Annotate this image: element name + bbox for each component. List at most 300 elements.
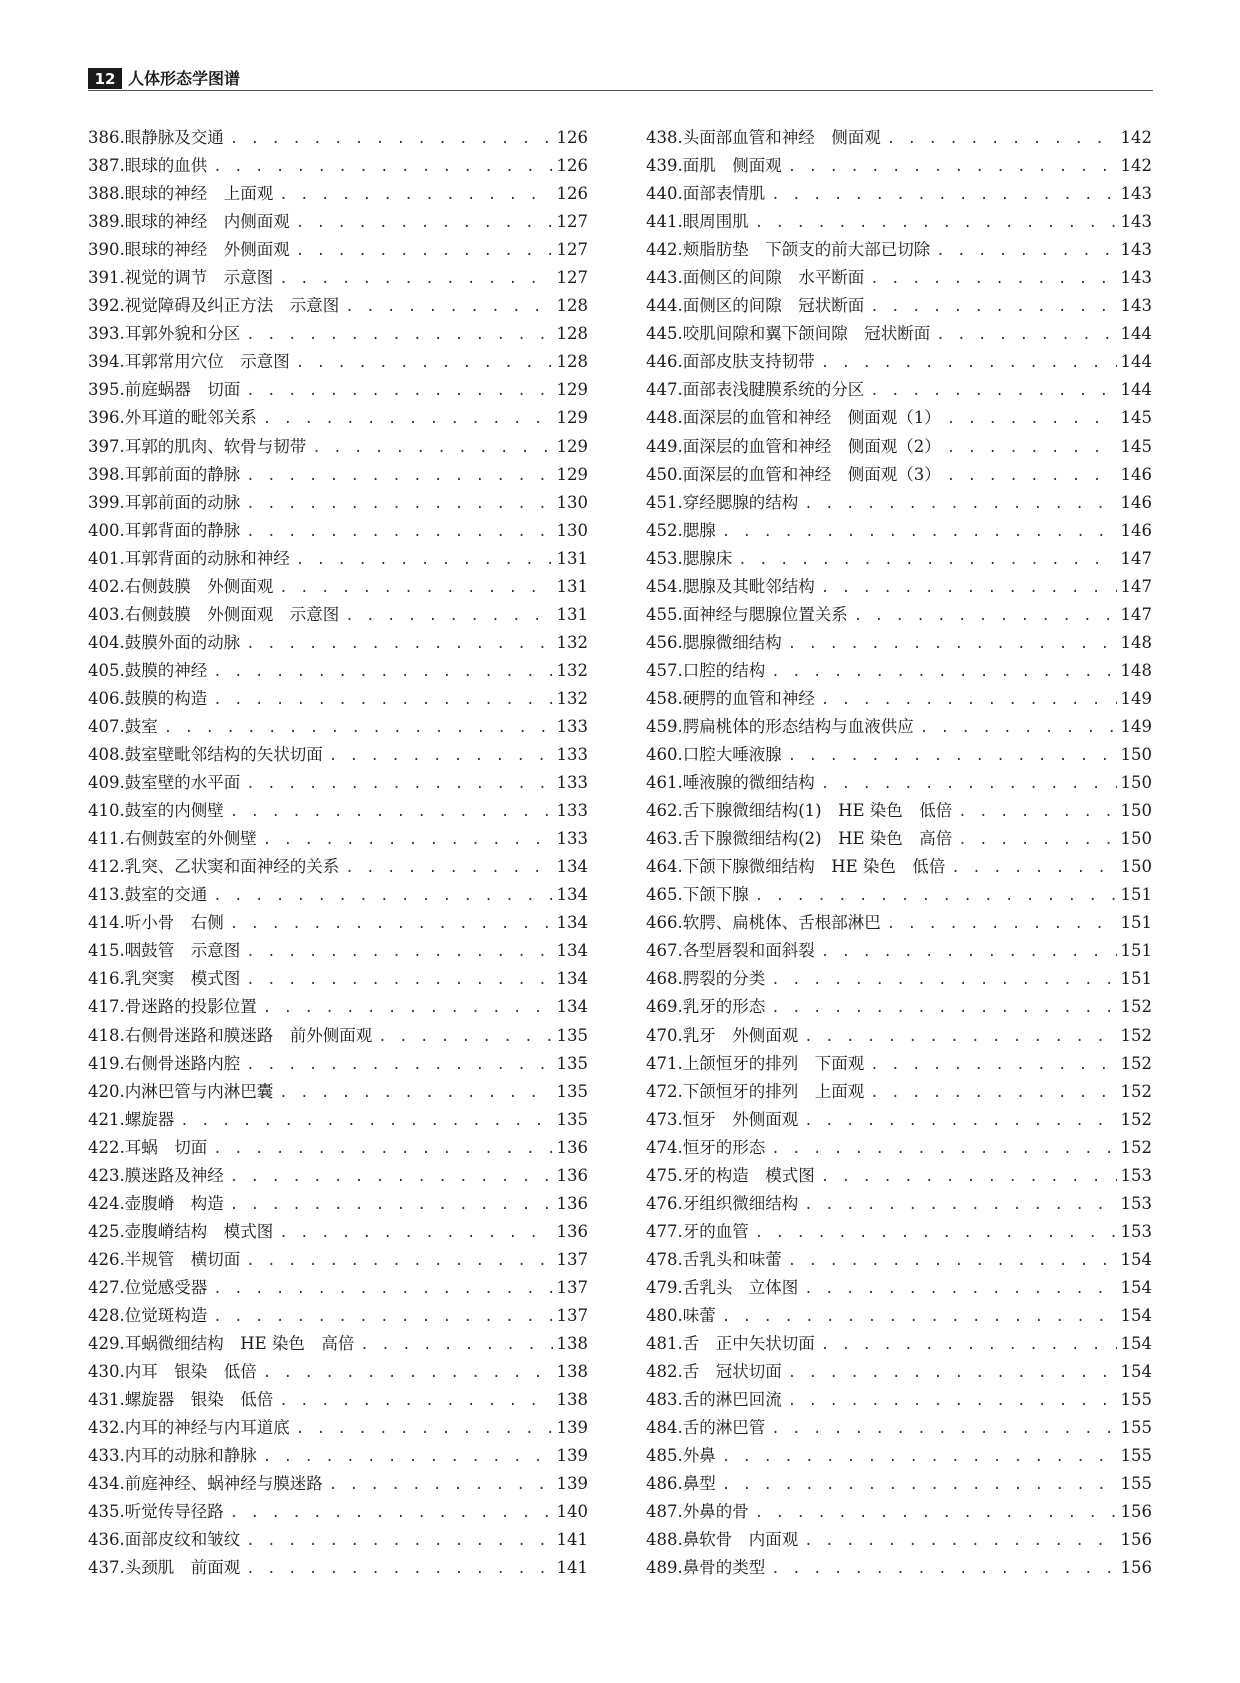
dot-leader: [951, 854, 1116, 882]
dot-leader: [279, 181, 552, 209]
toc-column-right: [646, 124, 1152, 1582]
toc-entry-page: 135: [556, 1081, 588, 1101]
toc-entry-page: 129: [556, 464, 588, 484]
toc-entry-title: 424.壶腹嵴 构造: [88, 1193, 224, 1213]
toc-entry-page: 128: [556, 324, 588, 344]
toc-entry-page: 150: [1120, 801, 1152, 821]
toc-entry-title: 458.硬腭的血管和神经: [646, 688, 815, 708]
dot-leader: [788, 1247, 1117, 1275]
toc-entry: [88, 825, 588, 853]
dot-leader: [788, 742, 1117, 770]
dot-leader: [804, 1191, 1116, 1219]
dot-leader: [213, 658, 552, 686]
toc-entry: [88, 1414, 588, 1442]
toc-entry: [88, 1162, 588, 1190]
toc-entry-page: 151: [1120, 885, 1152, 905]
dot-leader: [279, 1219, 552, 1247]
dot-leader: [246, 1555, 552, 1583]
toc-entry-title: 454.腮腺及其毗邻结构: [646, 576, 815, 596]
toc-entry-title: 402.右侧鼓膜 外侧面观: [88, 576, 274, 596]
dot-leader: [738, 546, 1116, 574]
toc-entry-page: 156: [1120, 1530, 1152, 1550]
toc-entry-title: 464.下颌下腺微细结构 HE 染色 低倍: [646, 857, 946, 877]
toc-entry-page: 127: [556, 240, 588, 260]
dot-leader: [788, 153, 1117, 181]
toc-entry-page: 131: [556, 548, 588, 568]
toc-entry-page: 156: [1120, 1558, 1152, 1578]
dot-leader: [213, 1275, 552, 1303]
toc-entry: [88, 1246, 588, 1274]
toc-entry-title: 438.头面部血管和神经 侧面观: [646, 128, 881, 147]
toc-entry-page: 141: [556, 1530, 588, 1550]
toc-entry: [88, 376, 588, 404]
dot-leader: [263, 826, 553, 854]
dot-leader: [804, 490, 1116, 518]
toc-entry-page: 152: [1120, 997, 1152, 1017]
toc-entry-title: 418.右侧骨迷路和膜迷路 前外侧面观: [88, 1025, 373, 1045]
dot-leader: [947, 462, 1117, 490]
toc-entry-title: 457.口腔的结构: [646, 660, 766, 680]
book-title: 人体形态学图谱: [128, 69, 241, 88]
dot-leader: [246, 1051, 552, 1079]
toc-entry-page: 150: [1120, 829, 1152, 849]
toc-entry: [646, 601, 1152, 629]
toc-entry-title: 478.舌乳头和味蕾: [646, 1249, 782, 1269]
toc-entry: [88, 1106, 588, 1134]
toc-entry-title: 475.牙的构造 模式图: [646, 1165, 815, 1185]
dot-leader: [936, 237, 1116, 265]
toc-entry: [646, 1498, 1152, 1526]
dot-leader: [771, 1135, 1116, 1163]
dot-leader: [947, 405, 1117, 433]
dot-leader: [246, 1527, 552, 1555]
dot-leader: [771, 1415, 1116, 1443]
toc-entry-page: 153: [1120, 1193, 1152, 1213]
toc-entry: [646, 937, 1152, 965]
dot-leader: [164, 714, 553, 742]
toc-entry-title: 396.外耳道的毗邻关系: [88, 408, 257, 428]
dot-leader: [246, 321, 552, 349]
toc-entry: [646, 573, 1152, 601]
toc-entry-title: 435.听觉传导径路: [88, 1502, 224, 1522]
toc-entry-title: 388.眼球的神经 上面观: [88, 184, 274, 204]
dot-leader: [263, 405, 553, 433]
dot-leader: [246, 377, 552, 405]
toc-entry-page: 156: [1120, 1502, 1152, 1522]
toc-entry-title: 415.咽鼓管 示意图: [88, 941, 241, 961]
toc-entry-title: 394.耳郭常用穴位 示意图: [88, 352, 290, 372]
toc-entry-page: 127: [556, 212, 588, 232]
dot-leader: [958, 826, 1116, 854]
toc-entry-title: 442.颊脂肪垫 下颌支的前大部已切除: [646, 240, 931, 260]
toc-entry-title: 465.下颌下腺: [646, 885, 749, 905]
toc-entry-page: 134: [556, 885, 588, 905]
toc-entry-title: 401.耳郭背面的动脉和神经: [88, 548, 290, 568]
dot-leader: [296, 546, 553, 574]
toc-entry-page: 142: [1120, 156, 1152, 176]
dot-leader: [246, 462, 552, 490]
toc-entry-title: 461.唾液腺的微细结构: [646, 773, 815, 793]
dot-leader: [755, 882, 1117, 910]
dot-leader: [821, 1331, 1117, 1359]
toc-entry: [88, 713, 588, 741]
toc-entry-page: 132: [556, 660, 588, 680]
toc-entry-title: 409.鼓室壁的水平面: [88, 773, 241, 793]
toc-entry-page: 155: [1120, 1418, 1152, 1438]
toc-entry-page: 152: [1120, 1109, 1152, 1129]
dot-leader: [821, 349, 1117, 377]
dot-leader: [263, 1359, 553, 1387]
dot-leader: [345, 293, 552, 321]
toc-entry-page: 152: [1120, 1025, 1152, 1045]
toc-entry-page: 133: [556, 801, 588, 821]
toc-entry-title: 489.鼻骨的类型: [646, 1558, 766, 1578]
dot-leader: [230, 1191, 553, 1219]
toc-entry-page: 144: [1120, 380, 1152, 400]
toc-entry-page: 135: [556, 1109, 588, 1129]
toc-entry-title: 441.眼周围肌: [646, 212, 749, 232]
toc-entry-title: 430.内耳 银染 低倍: [88, 1362, 257, 1382]
toc-entry-title: 472.下颌恒牙的排列 上面观: [646, 1081, 865, 1101]
toc-entry-title: 473.恒牙 外侧面观: [646, 1109, 799, 1129]
toc-entry-page: 131: [556, 576, 588, 596]
toc-entry-title: 400.耳郭背面的静脉: [88, 520, 241, 540]
dot-leader: [213, 686, 552, 714]
toc-entry-title: 476.牙组织微细结构: [646, 1193, 799, 1213]
toc-entry-title: 453.腮腺床: [646, 548, 733, 568]
toc-entry: [88, 1218, 588, 1246]
toc-entry: [88, 1526, 588, 1554]
toc-entry-title: 484.舌的淋巴管: [646, 1418, 766, 1438]
toc-entry: [646, 320, 1152, 348]
page-header: [88, 68, 1153, 91]
toc-entry-page: 155: [1120, 1390, 1152, 1410]
dot-leader: [854, 602, 1117, 630]
toc-entry-title: 443.面侧区的间隙 水平断面: [646, 268, 865, 288]
toc-entry-title: 406.鼓膜的构造: [88, 688, 208, 708]
toc-entry: [646, 685, 1152, 713]
toc-entry-page: 150: [1120, 773, 1152, 793]
toc-entry-title: 483.舌的淋巴回流: [646, 1390, 782, 1410]
dot-leader: [312, 434, 552, 462]
dot-leader: [771, 966, 1116, 994]
toc-entry-title: 391.视觉的调节 示意图: [88, 268, 274, 288]
dot-leader: [870, 293, 1116, 321]
dot-leader: [246, 630, 552, 658]
dot-leader: [279, 1079, 552, 1107]
toc-entry: [88, 1274, 588, 1302]
dot-leader: [230, 798, 553, 826]
toc-entry-page: 138: [556, 1362, 588, 1382]
toc-entry: [88, 320, 588, 348]
toc-entry-page: 130: [556, 520, 588, 540]
toc-entry-title: 477.牙的血管: [646, 1221, 749, 1241]
toc-entry-title: 434.前庭神经、蜗神经与膜迷路: [88, 1474, 323, 1494]
dot-leader: [246, 938, 552, 966]
dot-leader: [296, 349, 553, 377]
toc-entry: [88, 1386, 588, 1414]
toc-entry: [88, 1470, 588, 1498]
toc-entry-page: 152: [1120, 1053, 1152, 1073]
dot-leader: [246, 490, 552, 518]
dot-leader: [230, 1499, 553, 1527]
toc-entry-title: 389.眼球的神经 内侧面观: [88, 212, 290, 232]
dot-leader: [230, 125, 553, 153]
dot-leader: [246, 518, 552, 546]
toc-entry: [88, 993, 588, 1021]
toc-entry: [646, 769, 1152, 797]
toc-entry: [88, 208, 588, 236]
toc-entry-page: 135: [556, 1053, 588, 1073]
dot-leader: [345, 602, 552, 630]
toc-entry-page: 137: [556, 1249, 588, 1269]
toc-entry-title: 471.上颌恒牙的排列 下面观: [646, 1053, 865, 1073]
toc-entry-title: 469.乳牙的形态: [646, 997, 766, 1017]
dot-leader: [771, 181, 1116, 209]
dot-leader: [755, 1219, 1117, 1247]
toc-entry-page: 134: [556, 997, 588, 1017]
toc-entry-title: 437.头颈肌 前面观: [88, 1558, 241, 1578]
dot-leader: [378, 1023, 552, 1051]
dot-leader: [230, 1163, 553, 1191]
toc-entry: [88, 236, 588, 264]
toc-entry: [88, 881, 588, 909]
toc-entry-title: 487.外鼻的骨: [646, 1502, 749, 1522]
page-number: 12: [88, 68, 122, 89]
toc-entry-title: 407.鼓室: [88, 716, 158, 736]
toc-entry: [88, 348, 588, 376]
toc-entry-title: 413.鼓室的交通: [88, 885, 208, 905]
toc-entry-page: 152: [1120, 1081, 1152, 1101]
dot-leader: [246, 770, 552, 798]
toc-entry-title: 467.各型唇裂和面斜裂: [646, 941, 815, 961]
toc-entry-page: 130: [556, 492, 588, 512]
toc-entry: [646, 1414, 1152, 1442]
toc-entry-page: 128: [556, 296, 588, 316]
toc-entry-page: 134: [556, 941, 588, 961]
toc-entry: [646, 993, 1152, 1021]
toc-entry-page: 138: [556, 1334, 588, 1354]
toc-entry-page: 143: [1120, 268, 1152, 288]
toc-entry: [646, 236, 1152, 264]
toc-entry-page: 154: [1120, 1277, 1152, 1297]
toc-entry: [646, 461, 1152, 489]
toc-entry: [646, 1330, 1152, 1358]
toc-entry-title: 450.面深层的血管和神经 侧面观（3）: [646, 464, 941, 484]
toc-entry: [646, 1106, 1152, 1134]
toc-entry-page: 146: [1120, 464, 1152, 484]
toc-entry-title: 460.口腔大唾液腺: [646, 745, 782, 765]
toc-entry: [88, 741, 588, 769]
toc-entry-title: 423.膜迷路及神经: [88, 1165, 224, 1185]
toc-entry-page: 132: [556, 688, 588, 708]
toc-entry-title: 485.外鼻: [646, 1446, 716, 1466]
toc-entry-title: 448.面深层的血管和神经 侧面观（1）: [646, 408, 941, 428]
toc-entry-page: 136: [556, 1165, 588, 1185]
toc-entry: [88, 461, 588, 489]
dot-leader: [788, 630, 1117, 658]
toc-entry: [88, 937, 588, 965]
dot-leader: [279, 1387, 552, 1415]
dot-leader: [263, 1443, 553, 1471]
toc-entry: [88, 1442, 588, 1470]
toc-entry: [646, 1302, 1152, 1330]
dot-leader: [755, 209, 1117, 237]
dot-leader: [804, 1527, 1116, 1555]
toc-entry-page: 133: [556, 773, 588, 793]
toc-entry: [646, 741, 1152, 769]
toc-entry-page: 146: [1120, 520, 1152, 540]
toc-entry-title: 427.位觉感受器: [88, 1277, 208, 1297]
toc-entry-page: 154: [1120, 1362, 1152, 1382]
toc-entry-title: 395.前庭蜗器 切面: [88, 380, 241, 400]
toc-entry-title: 387.眼球的血供: [88, 156, 208, 176]
toc-entry-page: 133: [556, 745, 588, 765]
toc-entry-page: 133: [556, 829, 588, 849]
toc-entry: [88, 629, 588, 657]
dot-leader: [870, 1079, 1116, 1107]
toc-entry: [88, 180, 588, 208]
toc-entry: [646, 376, 1152, 404]
toc-entry-page: 144: [1120, 324, 1152, 344]
dot-leader: [870, 377, 1116, 405]
toc-entry-title: 421.螺旋器: [88, 1109, 175, 1129]
toc-entry-page: 143: [1120, 296, 1152, 316]
toc-entry: [646, 545, 1152, 573]
toc-column-left: [88, 124, 588, 1582]
dot-leader: [360, 1331, 552, 1359]
dot-leader: [296, 1415, 553, 1443]
toc-entry-page: 134: [556, 969, 588, 989]
toc-entry-title: 444.面侧区的间隙 冠状断面: [646, 296, 865, 316]
dot-leader: [788, 1359, 1117, 1387]
dot-leader: [213, 1135, 552, 1163]
toc-entry: [88, 517, 588, 545]
toc-entry: [646, 1162, 1152, 1190]
toc-entry-title: 414.听小骨 右侧: [88, 913, 224, 933]
dot-leader: [821, 574, 1117, 602]
toc-entry: [88, 292, 588, 320]
toc-entry-page: 153: [1120, 1221, 1152, 1241]
toc-entry-page: 135: [556, 1025, 588, 1045]
dot-leader: [870, 1051, 1116, 1079]
dot-leader: [345, 854, 552, 882]
toc-entry-title: 398.耳郭前面的静脉: [88, 464, 241, 484]
toc-entry-title: 408.鼓室壁毗邻结构的矢状切面: [88, 745, 323, 765]
toc-entry-title: 428.位觉斑构造: [88, 1305, 208, 1325]
toc-entry: [646, 825, 1152, 853]
dot-leader: [722, 518, 1117, 546]
dot-leader: [722, 1471, 1117, 1499]
toc-entry-page: 129: [556, 408, 588, 428]
toc-entry-title: 412.乳突、乙状窦和面神经的关系: [88, 857, 340, 877]
toc-entry: [646, 1386, 1152, 1414]
toc-entry: [88, 1050, 588, 1078]
toc-entry-page: 136: [556, 1137, 588, 1157]
toc-entry-title: 446.面部皮肤支持韧带: [646, 352, 815, 372]
toc-entry-page: 145: [1120, 436, 1152, 456]
dot-leader: [722, 1303, 1117, 1331]
dot-leader: [958, 798, 1116, 826]
toc-entry-page: 127: [556, 268, 588, 288]
toc-entry: [88, 1330, 588, 1358]
toc-entry-title: 480.味蕾: [646, 1305, 716, 1325]
toc-entry-title: 392.视觉障碍及纠正方法 示意图: [88, 296, 340, 316]
toc-entry-title: 479.舌乳头 立体图: [646, 1277, 799, 1297]
toc-entry-title: 393.耳郭外貌和分区: [88, 324, 241, 344]
toc-entry: [646, 797, 1152, 825]
toc-entry: [88, 1498, 588, 1526]
toc-entry-page: 147: [1120, 548, 1152, 568]
toc-entry: [88, 489, 588, 517]
toc-entry-page: 149: [1120, 688, 1152, 708]
toc-entry-title: 420.内淋巴管与内淋巴囊: [88, 1081, 274, 1101]
dot-leader: [804, 1023, 1116, 1051]
toc-entry-title: 474.恒牙的形态: [646, 1137, 766, 1157]
toc-entry-title: 416.乳突窦 模式图: [88, 969, 241, 989]
toc-entry-page: 134: [556, 913, 588, 933]
toc-entry-page: 132: [556, 632, 588, 652]
toc-entry-page: 143: [1120, 240, 1152, 260]
toc-entry-page: 151: [1120, 969, 1152, 989]
toc-entry: [646, 1358, 1152, 1386]
toc-entry-title: 468.腭裂的分类: [646, 969, 766, 989]
toc-entry-page: 154: [1120, 1305, 1152, 1325]
toc-entry-title: 410.鼓室的内侧壁: [88, 801, 224, 821]
toc-entry-page: 153: [1120, 1165, 1152, 1185]
toc-entry: [88, 965, 588, 993]
dot-leader: [329, 742, 553, 770]
toc-entry-page: 134: [556, 857, 588, 877]
toc-entry-title: 451.穿经腮腺的结构: [646, 492, 799, 512]
toc-entry: [88, 853, 588, 881]
toc-entry: [88, 545, 588, 573]
toc-entry-page: 154: [1120, 1334, 1152, 1354]
toc-entry: [88, 1358, 588, 1386]
dot-leader: [821, 686, 1117, 714]
dot-leader: [213, 1303, 552, 1331]
toc-entry: [646, 152, 1152, 180]
toc-entry-title: 481.舌 正中矢状切面: [646, 1334, 815, 1354]
toc-entry-page: 131: [556, 604, 588, 624]
toc-entry-page: 150: [1120, 857, 1152, 877]
dot-leader: [722, 1443, 1117, 1471]
dot-leader: [180, 1107, 552, 1135]
toc-entry-title: 431.螺旋器 银染 低倍: [88, 1390, 274, 1410]
toc-entry-page: 126: [556, 128, 588, 147]
toc-entry-title: 462.舌下腺微细结构(1) HE 染色 低倍: [646, 801, 953, 821]
toc-entry: [646, 1274, 1152, 1302]
toc-entry-title: 403.右侧鼓膜 外侧面观 示意图: [88, 604, 340, 624]
toc-entry-page: 138: [556, 1390, 588, 1410]
dot-leader: [279, 574, 552, 602]
toc-entry-page: 150: [1120, 745, 1152, 765]
toc-entry-page: 147: [1120, 604, 1152, 624]
toc-entry-title: 429.耳蜗微细结构 HE 染色 高倍: [88, 1334, 355, 1354]
toc-entry-page: 139: [556, 1474, 588, 1494]
toc-entry-title: 455.面神经与腮腺位置关系: [646, 604, 848, 624]
dot-leader: [771, 1555, 1116, 1583]
toc-entry-title: 433.内耳的动脉和静脉: [88, 1446, 257, 1466]
toc-entry-page: 136: [556, 1193, 588, 1213]
toc-entry: [88, 404, 588, 432]
toc-entry-title: 482.舌 冠状切面: [646, 1362, 782, 1382]
toc-entry-title: 470.乳牙 外侧面观: [646, 1025, 799, 1045]
toc-entry: [88, 1022, 588, 1050]
toc-entry-page: 151: [1120, 941, 1152, 961]
toc-entry: [646, 404, 1152, 432]
dot-leader: [947, 434, 1117, 462]
